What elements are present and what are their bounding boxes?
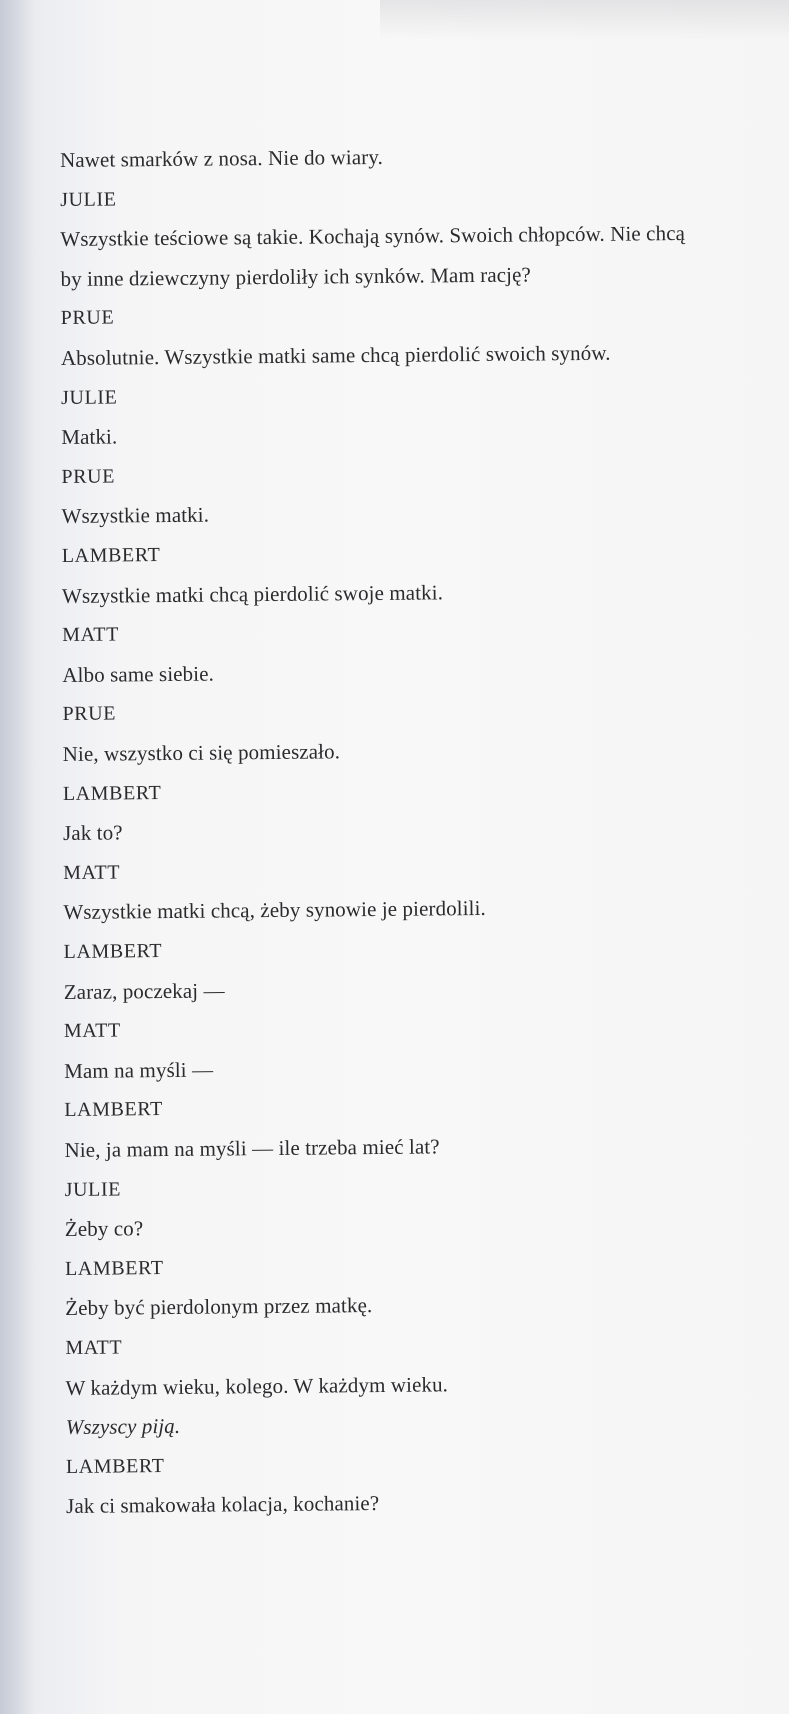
speaker-name: PRUE bbox=[60, 306, 115, 330]
dialogue-line: by inne dziewczyny pierdoliły ich synków. Mam rację? bbox=[60, 262, 531, 291]
dialogue-line: Jak ci smakowała kolacja, kochanie? bbox=[65, 1491, 380, 1519]
dialogue-line: Zaraz, poczekaj — bbox=[63, 978, 225, 1004]
dialogue-line: Jak to? bbox=[62, 820, 123, 846]
speaker-name: LAMBERT bbox=[62, 781, 162, 805]
speaker-name: MATT bbox=[63, 1019, 121, 1043]
speaker-name: JULIE bbox=[64, 1178, 122, 1201]
speaker-name: MATT bbox=[65, 1336, 123, 1360]
dialogue-line: Matki. bbox=[61, 424, 118, 450]
speaker-name: LAMBERT bbox=[64, 1256, 164, 1280]
dialogue-line: Żeby być pierdolonym przez matkę. bbox=[65, 1293, 373, 1321]
stage-direction: Wszyscy piją. bbox=[65, 1414, 181, 1440]
dialogue-line: W każdym wieku, kolego. W każdym wieku. bbox=[65, 1371, 449, 1400]
speaker-name: LAMBERT bbox=[63, 940, 163, 964]
speaker-name: JULIE bbox=[60, 188, 117, 211]
dialogue-line: Wszystkie matki chcą, żeby synowie je pierdolili. bbox=[63, 896, 486, 925]
dialogue-line: Nie, wszystko ci się pomieszało. bbox=[62, 739, 341, 767]
speaker-name: PRUE bbox=[61, 465, 116, 488]
dialogue-line: Nawet smarków z nosa. Nie do wiary. bbox=[59, 144, 383, 172]
dialogue-line: Wszystkie teściowe są takie. Kochają synów. Swoich chłopców. Nie chcą bbox=[60, 221, 686, 252]
dialogue-line: Albo same siebie. bbox=[62, 661, 215, 687]
dialogue-line: Absolutnie. Wszystkie matki same chcą pierdolić swoich synów. bbox=[60, 340, 611, 370]
dialogue-line: Żeby co? bbox=[64, 1216, 144, 1242]
dialogue-line: Wszystkie matki chcą pierdolić swoje matki. bbox=[61, 579, 444, 608]
speaker-name: JULIE bbox=[60, 386, 118, 409]
speaker-name: LAMBERT bbox=[65, 1454, 165, 1478]
speaker-name: MATT bbox=[63, 861, 121, 884]
dialogue-line: Wszystkie matki. bbox=[61, 502, 210, 529]
speaker-name: MATT bbox=[62, 623, 120, 647]
speaker-name: LAMBERT bbox=[61, 544, 161, 568]
speaker-name: PRUE bbox=[62, 702, 117, 726]
speaker-name: LAMBERT bbox=[64, 1098, 163, 1122]
dialogue-line: Nie, ja mam na myśli — ile trzeba mieć lat? bbox=[64, 1134, 440, 1163]
dialogue-line: Mam na myśli — bbox=[64, 1057, 214, 1083]
